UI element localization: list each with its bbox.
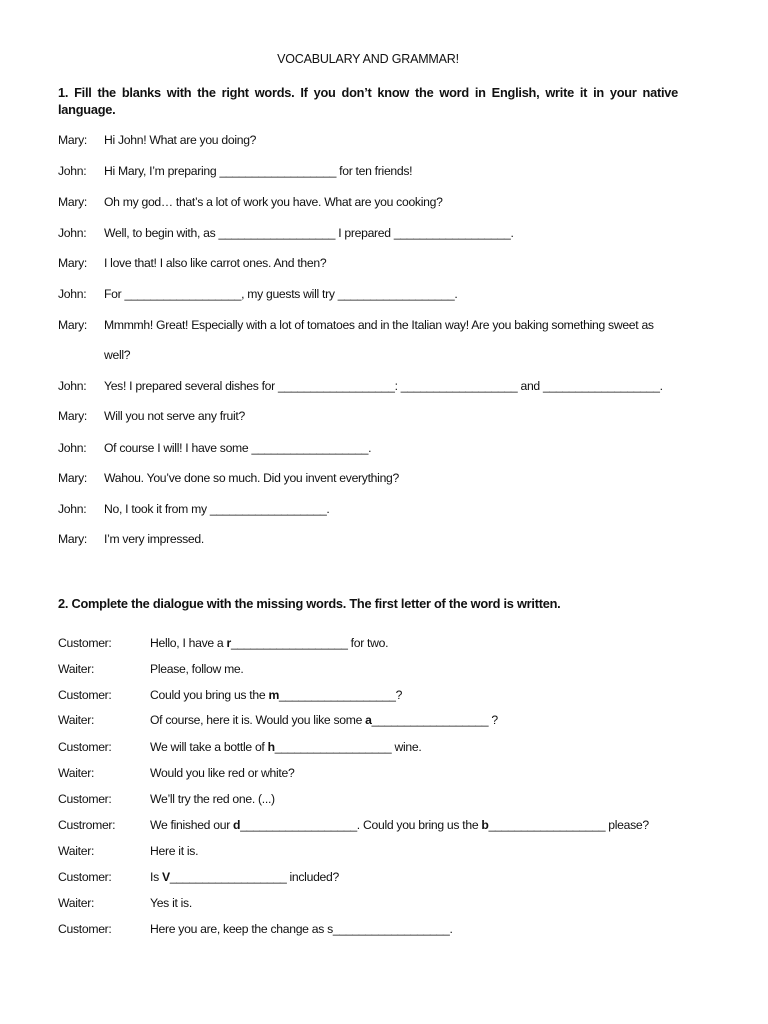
dialogue-text: Would you like red or white?	[150, 766, 295, 780]
speaker-label: Customer:	[58, 688, 112, 702]
first-letter-hint: h	[267, 740, 275, 754]
dialogue-text: We’ll try the red one. (...)	[150, 792, 275, 806]
speaker-label: Customer:	[58, 792, 112, 806]
dialogue-text: Mmmmh! Great! Especially with a lot of tomatoes and in the Italian way! Are you baking something sweet as	[104, 318, 654, 332]
dialogue-text: Of course I will! I have some __________________.	[104, 441, 372, 455]
first-letter-hint: m	[268, 688, 279, 702]
speaker-label: Mary:	[58, 532, 87, 546]
dialogue-text: We will take a bottle of h__________________ wine.	[150, 740, 422, 754]
dialogue-text: Will you not serve any fruit?	[104, 409, 245, 423]
speaker-label: Waiter:	[58, 766, 95, 780]
dialogue-text: I’m very impressed.	[104, 532, 204, 546]
speaker-label: Waiter:	[58, 662, 95, 676]
speaker-label: John:	[58, 226, 87, 240]
dialogue-text: Of course, here it is. Would you like some a__________________ ?	[150, 713, 498, 727]
dialogue-text: Oh my god… that’s a lot of work you have. What are you cooking?	[104, 195, 443, 209]
speaker-label: John:	[58, 287, 87, 301]
dialogue-text: Yes it is.	[150, 896, 192, 910]
dialogue-text: Hi Mary, I’m preparing __________________ for ten friends!	[104, 164, 413, 178]
speaker-label: John:	[58, 441, 87, 455]
speaker-label: Customer:	[58, 922, 112, 936]
dialogue-text: For __________________, my guests will try __________________.	[104, 287, 458, 301]
dialogue-text: No, I took it from my __________________.	[104, 502, 330, 516]
first-letter-hint: r	[226, 636, 231, 650]
speaker-label: Customer:	[58, 636, 112, 650]
section-1-heading: 1. Fill the blanks with the right words. If you don’t know the word in English, write it in your native language.	[58, 85, 678, 117]
speaker-label: John:	[58, 379, 87, 393]
dialogue-text: I love that! I also like carrot ones. And then?	[104, 256, 327, 270]
dialogue-text: We finished our d__________________. Could you bring us the b__________________ please?	[150, 818, 649, 832]
speaker-label: Waiter:	[58, 713, 95, 727]
speaker-label: Mary:	[58, 256, 87, 270]
first-letter-hint: b	[481, 818, 489, 832]
first-letter-hint: V	[161, 870, 170, 884]
first-letter-hint: d	[233, 818, 241, 832]
dialogue-text: Here you are, keep the change as s__________________.	[150, 922, 453, 936]
dialogue-text: Here it is.	[150, 844, 199, 858]
speaker-label: Mary:	[58, 133, 87, 147]
page-title: VOCABULARY AND GRAMMAR!	[277, 52, 459, 66]
speaker-label: Mary:	[58, 195, 87, 209]
speaker-label: Customer:	[58, 740, 112, 754]
dialogue-text: Well, to begin with, as __________________ I prepared __________________.	[104, 226, 514, 240]
section-2-heading: 2. Complete the dialogue with the missing words. The first letter of the word is written.	[58, 596, 561, 611]
dialogue-text: Yes! I prepared several dishes for __________________: __________________ and __________________.	[104, 379, 663, 393]
speaker-label: Custromer:	[58, 818, 116, 832]
first-letter-hint: a	[365, 713, 372, 727]
dialogue-text: well?	[104, 348, 131, 362]
speaker-label: Mary:	[58, 471, 87, 485]
speaker-label: John:	[58, 164, 87, 178]
dialogue-text: Please, follow me.	[150, 662, 244, 676]
speaker-label: John:	[58, 502, 87, 516]
dialogue-text: Hi John! What are you doing?	[104, 133, 257, 147]
dialogue-text: Could you bring us the m__________________?	[150, 688, 403, 702]
dialogue-text: Is V__________________ included?	[150, 870, 339, 884]
speaker-label: Mary:	[58, 409, 87, 423]
speaker-label: Customer:	[58, 870, 112, 884]
speaker-label: Waiter:	[58, 844, 95, 858]
dialogue-text: Hello, I have a r__________________ for two.	[150, 636, 389, 650]
speaker-label: Waiter:	[58, 896, 95, 910]
speaker-label: Mary:	[58, 318, 87, 332]
dialogue-text: Wahou. You’ve done so much. Did you invent everything?	[104, 471, 400, 485]
